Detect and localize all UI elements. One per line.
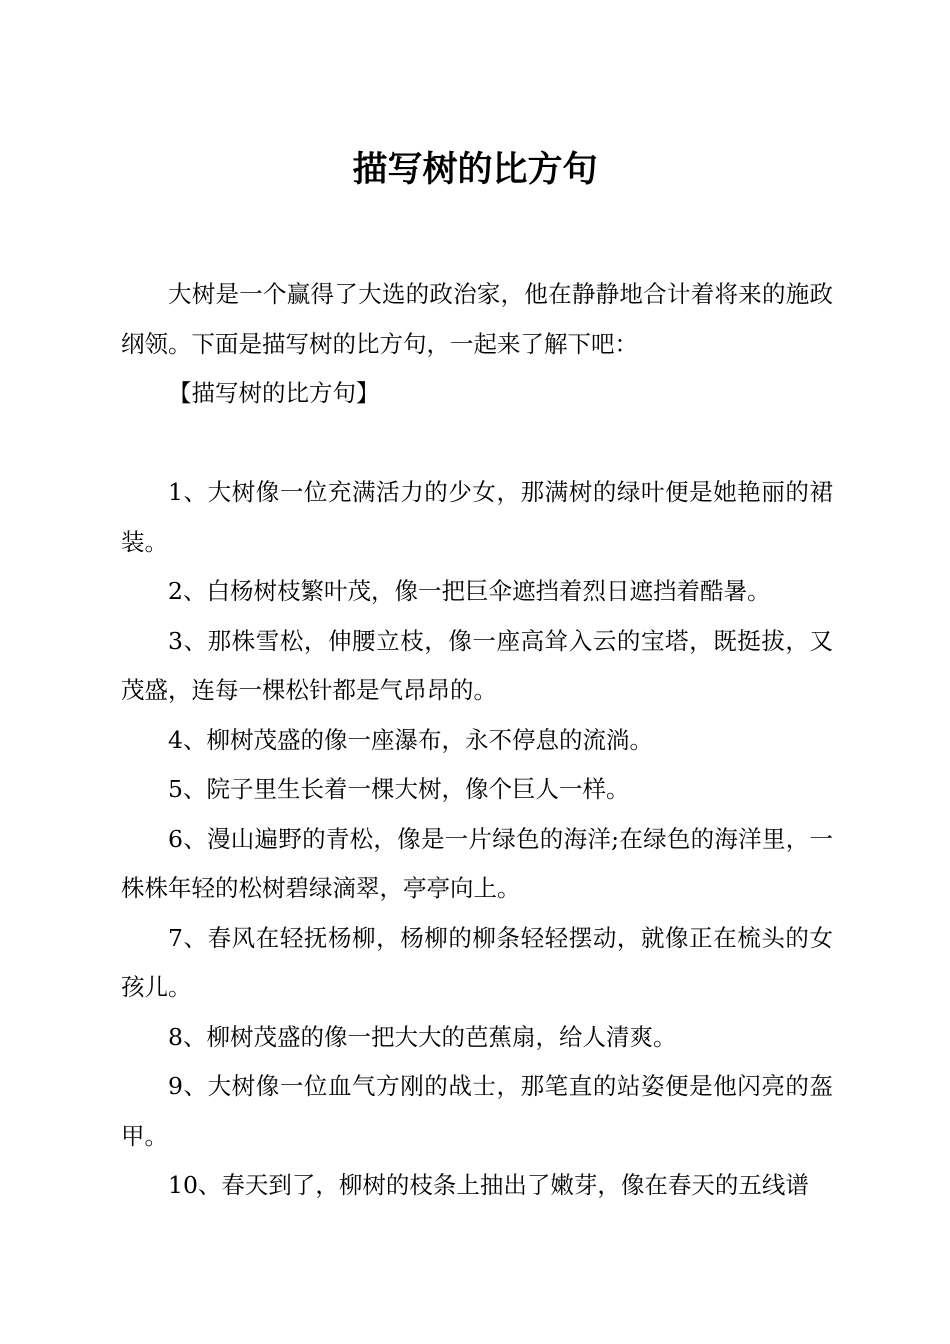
list-item: 6、漫山遍野的青松，像是一片绿色的海洋;在绿色的海洋里，一株株年轻的松树碧绿滴翠，亭亭向上。 bbox=[121, 824, 833, 902]
list-item: 8、柳树茂盛的像一把大大的芭蕉扇，给人清爽。 bbox=[168, 1022, 677, 1051]
list-item: 5、院子里生长着一棵大树，像个巨人一样。 bbox=[168, 775, 630, 803]
section-heading: 【描写树的比方句】 bbox=[168, 379, 380, 407]
list-item: 1、大树像一位充满活力的少女，那满树的绿叶便是她艳丽的裙装。 bbox=[121, 478, 833, 556]
document-body bbox=[121, 270, 833, 1211]
list-item: 7、春风在轻抚杨柳，杨柳的柳条轻轻摆动，就像正在梳头的女孩儿。 bbox=[121, 923, 833, 1001]
document-title: 描写树的比方句 bbox=[352, 149, 598, 190]
list-item: 9、大树像一位血气方刚的战士，那笔直的站姿便是他闪亮的盔甲。 bbox=[121, 1072, 833, 1150]
intro-paragraph: 大树是一个赢得了大选的政治家，他在静静地合计着将来的施政纲领。下面是描写树的比方句，一起来了解下吧： bbox=[121, 280, 833, 358]
list-item: 3、那株雪松，伸腰立枝，像一座高耸入云的宝塔，既挺拔，又茂盛，连每一棵松针都是气昂昂的。 bbox=[121, 626, 833, 704]
list-item: 2、白杨树枝繁叶茂，像一把巨伞遮挡着烈日遮挡着酷暑。 bbox=[168, 577, 771, 605]
list-item: 4、柳树茂盛的像一座瀑布，永不停息的流淌。 bbox=[168, 725, 653, 754]
list-item: 10、春天到了，柳树的枝条上抽出了嫩芽，像在春天的五线谱 bbox=[168, 1171, 809, 1199]
paragraph-gap bbox=[121, 419, 833, 469]
